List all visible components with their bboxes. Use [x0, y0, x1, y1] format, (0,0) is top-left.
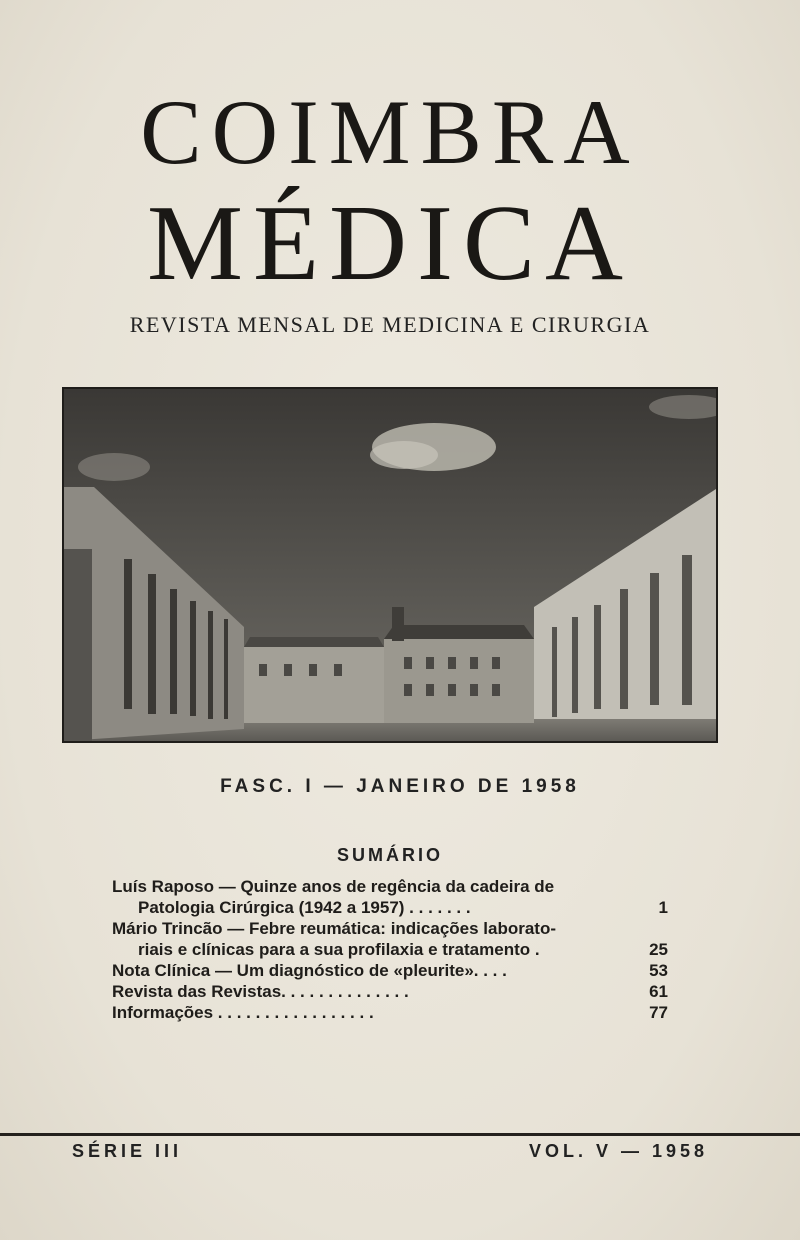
series-label: SÉRIE III	[72, 1141, 183, 1161]
toc-row	[112, 918, 668, 939]
table-of-contents	[112, 876, 668, 1023]
photo-illustration	[64, 389, 716, 741]
toc-row	[112, 939, 668, 960]
center-tower	[392, 607, 404, 641]
toc-entry-text: riais e clínicas para a sua profilaxia e tratamento .	[138, 940, 540, 959]
fascicle-date: FASC. I — JANEIRO DE 1958	[220, 776, 580, 797]
left-building-wing	[64, 549, 92, 741]
toc-entry-text: Nota Clínica — Um diagnóstico de «pleurite». . . .	[112, 961, 507, 980]
toc-entry-text: Patologia Cirúrgica (1942 a 1957) . . . . . . .	[138, 898, 471, 917]
toc-page-number: 61	[649, 982, 668, 1001]
cloud	[78, 453, 150, 481]
center-building-left	[244, 647, 384, 723]
toc-entry-text: Luís Raposo — Quinze anos de regência da cadeira de	[112, 877, 555, 896]
toc-row	[112, 876, 668, 897]
journal-title-line2: MÉDICA	[147, 184, 633, 303]
journal-subtitle: REVISTA MENSAL DE MEDICINA E CIRURGIA	[129, 312, 651, 337]
toc-entry-text: Revista das Revistas. . . . . . . . . . . . . .	[112, 982, 409, 1001]
footer-divider	[0, 1133, 800, 1136]
journal-title-line1: COIMBRA	[140, 81, 640, 183]
summary-heading: SUMÁRIO	[337, 845, 443, 865]
toc-row	[112, 981, 668, 1002]
cloud	[370, 441, 438, 469]
center-building-right	[384, 639, 534, 723]
cover-photo-university-buildings	[62, 387, 718, 743]
toc-row	[112, 897, 668, 918]
toc-entry-text: Informações . . . . . . . . . . . . . . . . .	[112, 1003, 374, 1022]
toc-entry-text: Mário Trincão — Febre reumática: indicações laborato-	[112, 919, 557, 938]
volume-label: VOL. V — 1958	[528, 1141, 708, 1161]
toc-row	[112, 1002, 668, 1023]
toc-page-number: 77	[649, 1003, 668, 1022]
toc-page-number: 25	[649, 940, 668, 959]
toc-row	[112, 960, 668, 981]
toc-page-number: 1	[658, 898, 668, 917]
toc-page-number: 53	[649, 961, 668, 980]
